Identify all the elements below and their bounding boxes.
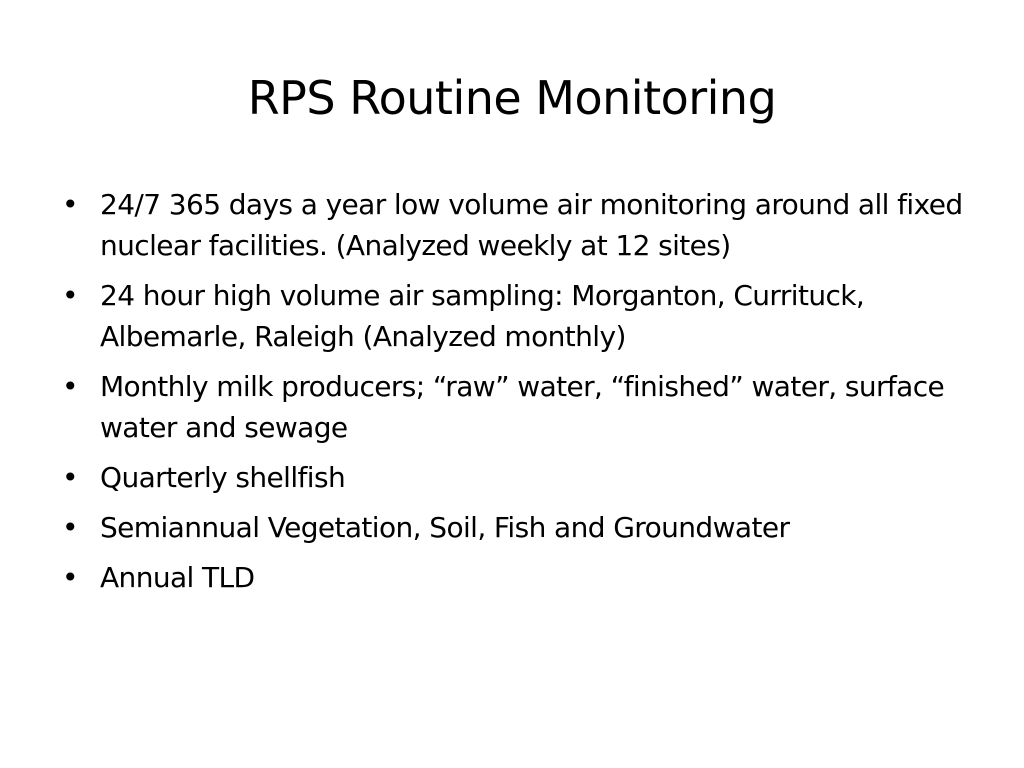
bullet-icon: • xyxy=(62,561,78,594)
bullet-text: Semiannual Vegetation, Soil, Fish and Groundwater xyxy=(100,511,790,544)
bullet-icon: • xyxy=(62,279,78,312)
bullet-item-air-sampling xyxy=(58,275,978,357)
bullet-icon: • xyxy=(62,511,78,544)
bullet-item-tld xyxy=(58,557,978,598)
bullet-item-milk-water xyxy=(58,366,978,448)
bullet-list xyxy=(58,184,978,607)
bullet-icon: • xyxy=(62,188,78,221)
slide-title: RPS Routine Monitoring xyxy=(247,71,777,125)
bullet-text: Annual TLD xyxy=(100,561,255,594)
bullet-text: 24/7 365 days a year low volume air monitoring around all fixed nuclear facilities. (Analyzed weekly at 12 sites) xyxy=(100,188,963,262)
bullet-item-air-monitoring xyxy=(58,184,978,266)
bullet-item-semiannual xyxy=(58,507,978,548)
bullet-icon: • xyxy=(62,370,78,403)
bullet-text: 24 hour high volume air sampling: Morganton, Currituck, Albemarle, Raleigh (Analyzed monthly) xyxy=(100,279,865,353)
bullet-item-shellfish xyxy=(58,457,978,498)
bullet-text: Monthly milk producers; “raw” water, “finished” water, surface water and sewage xyxy=(100,370,945,444)
bullet-icon: • xyxy=(62,461,78,494)
bullet-text: Quarterly shellfish xyxy=(100,461,346,494)
